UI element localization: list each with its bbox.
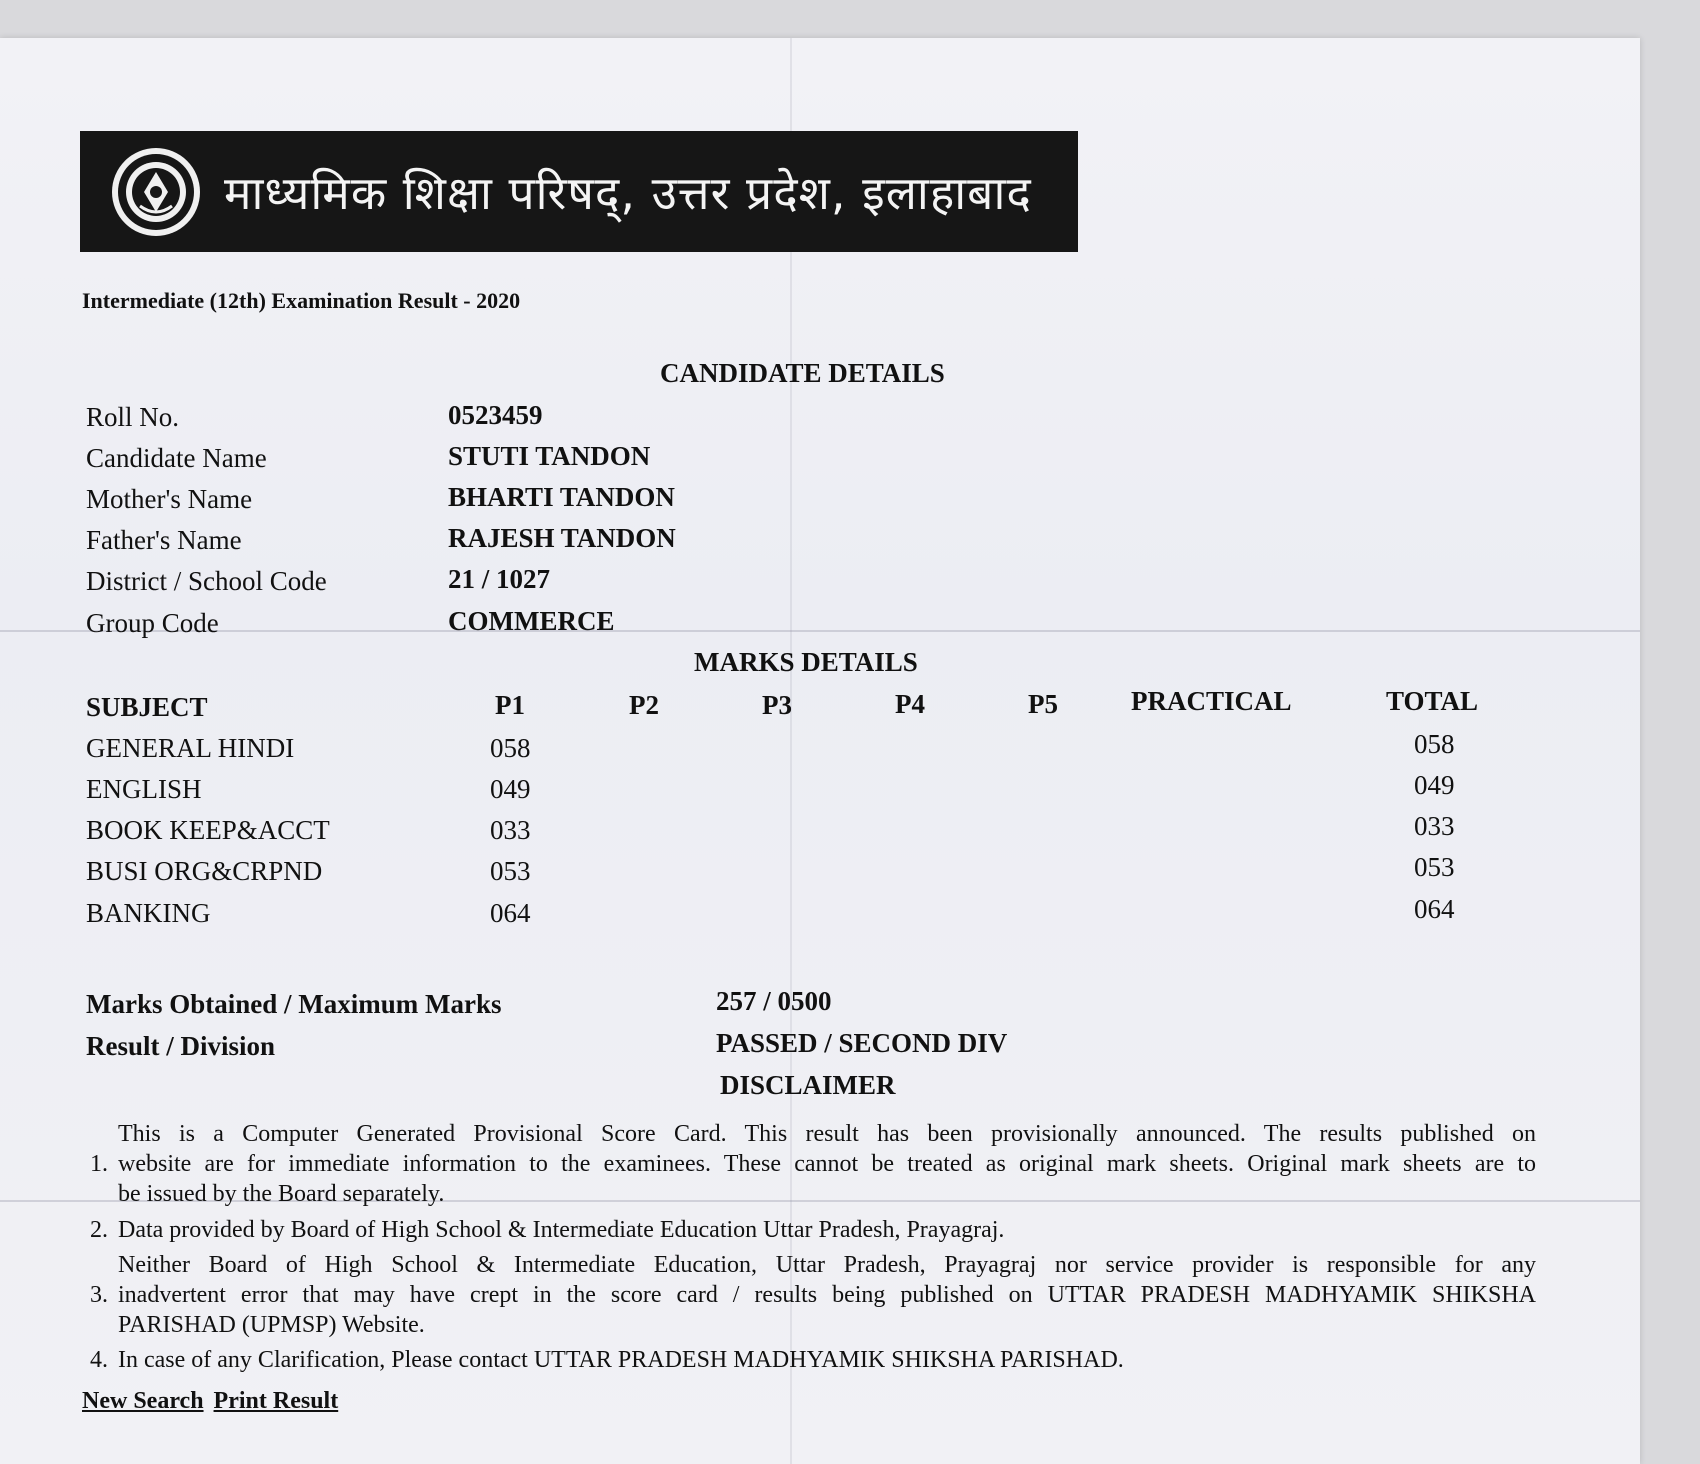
col-p2: P2 [629,690,659,720]
table-row-total: 064 [1414,894,1455,924]
disclaimer-line: website are for immediate information to the examinees. These cannot be treated as original mark sheets. Original mark sheets are to [118,1151,1536,1177]
candidate-details-heading: CANDIDATE DETAILS [660,358,945,388]
table-row-p1: 033 [490,815,531,845]
father-name-label: Father's Name [86,525,242,555]
disclaimer-line: Data provided by Board of High School & Intermediate Education Uttar Pradesh, Prayagraj. [118,1217,1005,1243]
new-search-link[interactable]: New Search [82,1388,204,1414]
paper-fold [0,630,1640,632]
col-total: TOTAL [1386,686,1479,716]
table-row-subject: GENERAL HINDI [86,733,295,763]
district-school-code-label: District / School Code [86,566,327,596]
table-row-total: 049 [1414,770,1455,800]
table-row-p1: 049 [490,774,531,804]
district-school-code-value: 21 / 1027 [448,564,551,594]
table-row-total: 058 [1414,729,1455,759]
result-division-value: PASSED / SECOND DIV [716,1028,1008,1058]
disclaimer-item [90,1215,1540,1245]
result-division-label: Result / Division [86,1031,276,1061]
table-row-total: 033 [1414,811,1455,841]
marks-obtained-label: Marks Obtained / Maximum Marks [86,989,502,1019]
table-row-subject: ENGLISH [86,774,202,804]
table-row-p1: 053 [490,856,531,886]
disclaimer-item [90,1345,1540,1375]
table-row-p1: 058 [490,733,531,763]
marks-details-heading: MARKS DETAILS [694,647,918,677]
table-row-subject: BANKING [86,898,211,928]
board-emblem-icon [110,146,202,238]
disclaimer-number: 4. [90,1347,108,1373]
disclaimer-number: 3. [90,1282,108,1308]
result-links [82,1388,338,1415]
disclaimer-line: PARISHAD (UPMSP) Website. [118,1312,425,1338]
col-p3: P3 [762,690,792,720]
disclaimer-line: In case of any Clarification, Please contact UTTAR PRADESH MADHYAMIK SHIKSHA PARISHAD. [118,1347,1124,1373]
col-p1: P1 [495,690,525,720]
table-row-subject: BUSI ORG&CRPND [86,856,323,886]
disclaimer-number: 1. [90,1151,108,1177]
father-name-value: RAJESH TANDON [448,523,676,553]
col-practical: PRACTICAL [1131,686,1292,716]
roll-no-label: Roll No. [86,402,180,432]
table-row-p1: 064 [490,898,531,928]
disclaimer-number: 2. [90,1217,108,1243]
disclaimer-line: inadvertent error that may have crept in the score card / results being published on UTTAR PRADESH MADHYAMIK SHIKSHA [118,1282,1536,1308]
print-result-link[interactable]: Print Result [213,1388,339,1414]
mother-name-value: BHARTI TANDON [448,482,675,512]
disclaimer-heading: DISCLAIMER [720,1070,896,1100]
group-code-value: COMMERCE [448,606,615,636]
marks-obtained-value: 257 / 0500 [716,986,832,1016]
mother-name-label: Mother's Name [86,484,253,514]
col-subject: SUBJECT [86,692,208,722]
group-code-label: Group Code [86,608,219,638]
col-p4: P4 [895,689,925,719]
board-name: माध्यमिक शिक्षा परिषद्, उत्तर प्रदेश, इलाहाबाद [224,165,1032,220]
candidate-name-label: Candidate Name [86,443,267,473]
exam-title: Intermediate (12th) Examination Result - 2020 [82,288,521,313]
disclaimer-item [90,1119,1540,1209]
candidate-name-value: STUTI TANDON [448,441,651,471]
disclaimer-line: Neither Board of High School & Intermediate Education, Uttar Pradesh, Prayagraj nor service provider is responsible for any [118,1252,1536,1278]
board-banner [80,131,1078,252]
disclaimer-item [90,1250,1540,1340]
roll-no-value: 0523459 [448,400,543,430]
col-p5: P5 [1028,689,1058,719]
table-row-subject: BOOK KEEP&ACCT [86,815,330,845]
disclaimer-line: This is a Computer Generated Provisional Score Card. This result has been provisionally announced. The results published on [118,1121,1536,1147]
table-row-total: 053 [1414,852,1455,882]
disclaimer-line: be issued by the Board separately. [118,1181,445,1207]
